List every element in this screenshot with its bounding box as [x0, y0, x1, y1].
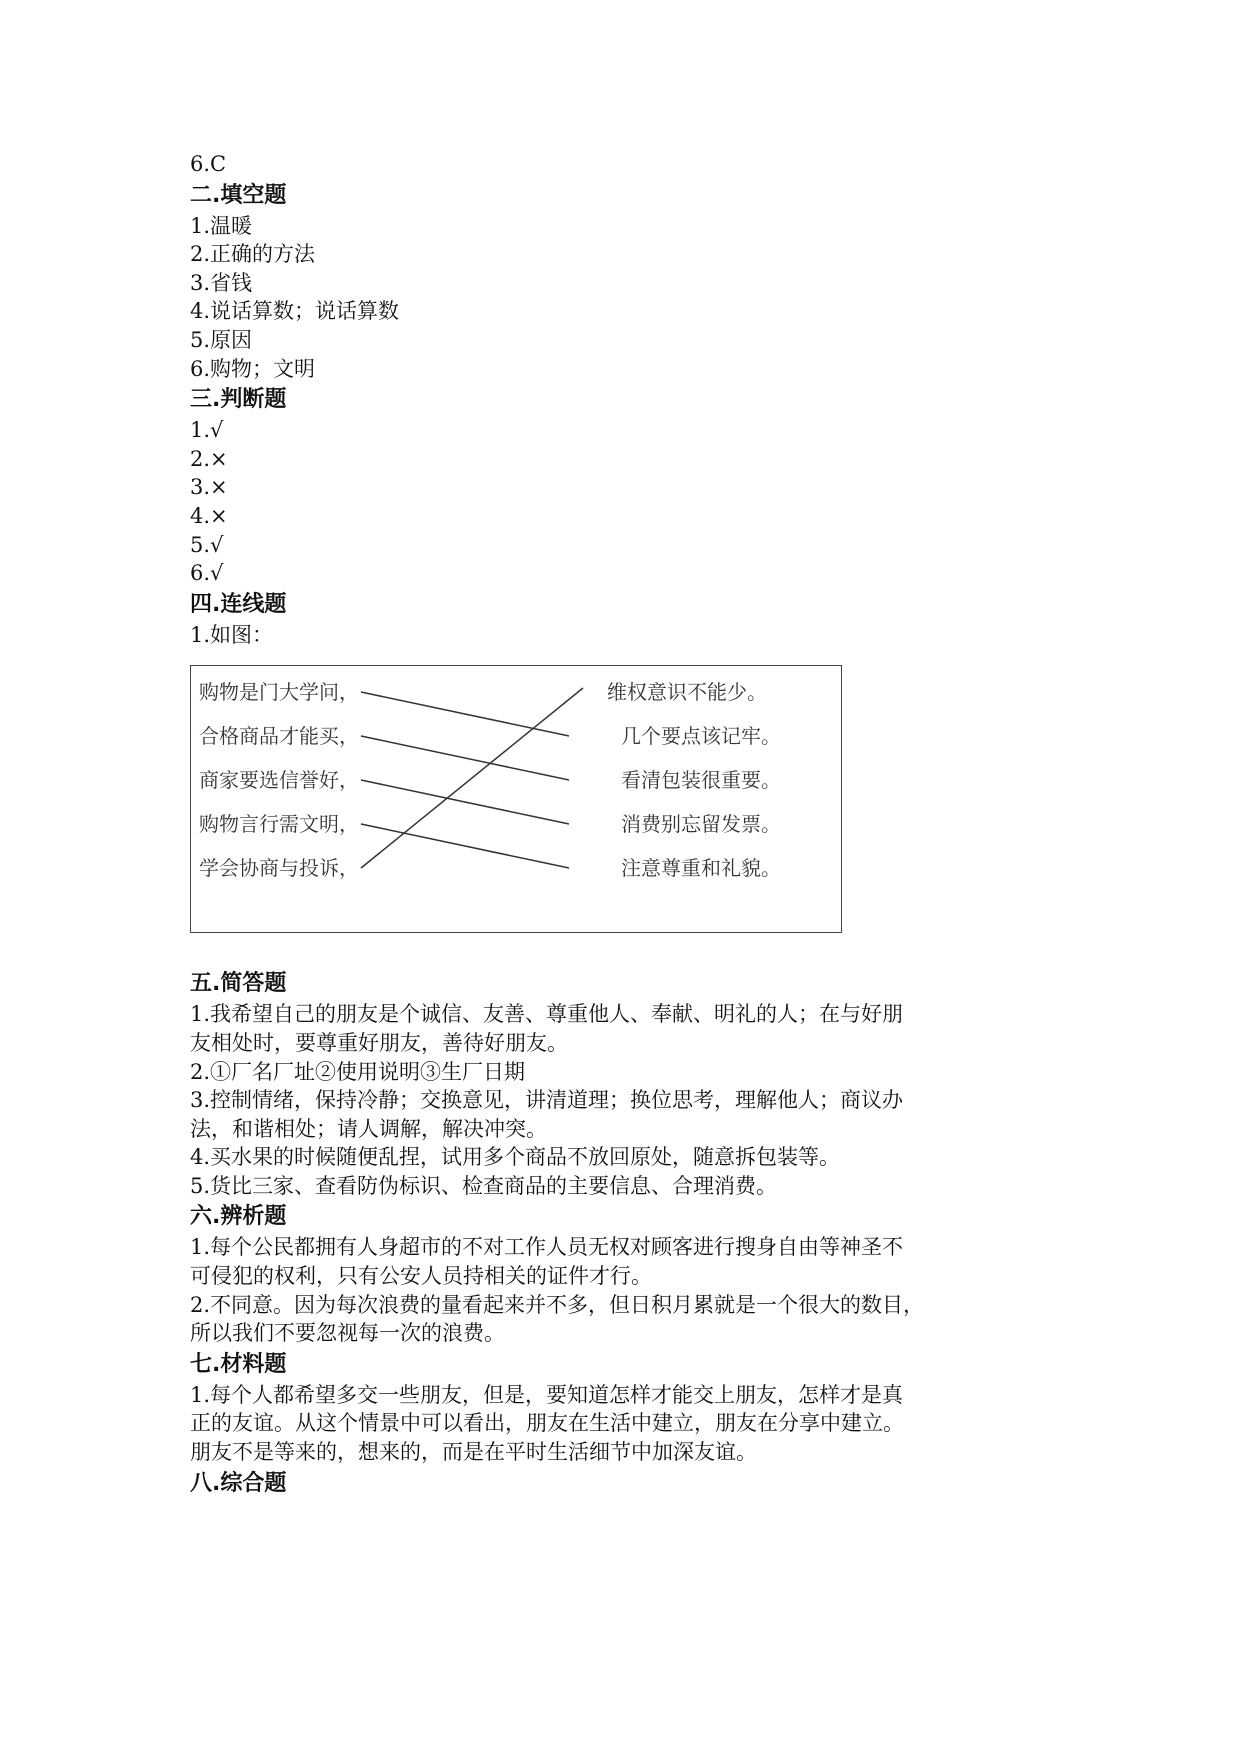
left-phrase: 购物言行需文明，: [199, 812, 359, 837]
answer-line: 4.说话算数；说话算数: [190, 299, 400, 324]
section-heading: 四.连线题: [190, 591, 287, 617]
right-phrase: 维权意识不能少。: [607, 680, 767, 705]
answer-line: 1.每个公民都拥有人身超市的不对工作人员无权对顾客进行搜身自由等神圣不: [190, 1235, 904, 1260]
section-heading: 七.材料题: [190, 1351, 287, 1377]
answer-line: 正的友谊。从这个情景中可以看出，朋友在生活中建立，朋友在分享中建立。: [190, 1411, 904, 1436]
answer-line: 2.正确的方法: [190, 242, 316, 267]
answer-line: 5.货比三家、查看防伪标识、检查商品的主要信息、合理消费。: [190, 1173, 778, 1198]
answer-line: 所以我们不要忽视每一次的浪费。: [190, 1321, 505, 1346]
answer-line: 5.√: [190, 532, 224, 557]
left-phrase: 合格商品才能买，: [199, 724, 359, 749]
right-phrase: 几个要点该记牢。: [621, 724, 781, 749]
answer-line: 法，和谐相处；请人调解，解决冲突。: [190, 1116, 547, 1141]
answer-line: 3.×: [190, 475, 228, 500]
right-phrase: 消费别忘留发票。: [621, 812, 781, 837]
answer-line: 4.买水果的时候随便乱捏，试用多个商品不放回原处，随意拆包装等。: [190, 1145, 841, 1170]
answer-line: 5.原因: [190, 327, 253, 352]
answer-line: 可侵犯的权利，只有公安人员持相关的证件才行。: [190, 1264, 652, 1289]
answer-line: 1.√: [190, 418, 224, 443]
section-heading: 八.综合题: [190, 1470, 287, 1496]
answers-part-1: [190, 150, 1060, 649]
answer-line: 2.①厂名厂址②使用说明③生厂日期: [190, 1059, 526, 1084]
section-heading: 二.填空题: [190, 182, 287, 208]
answer-line: 3.控制情绪，保持冷静；交换意见，讲清道理；换位思考，理解他人；商议办: [190, 1088, 904, 1113]
answer-line: 4.×: [190, 503, 228, 528]
section-heading: 三.判断题: [190, 387, 287, 413]
matching-diagram: [190, 665, 842, 933]
answer-line: 6.√: [190, 561, 224, 586]
answer-line: 2.不同意。因为每次浪费的量看起来并不多，但日积月累就是一个很大的数目，: [190, 1292, 925, 1317]
match-line: [361, 824, 569, 868]
left-phrase: 学会协商与投诉，: [199, 856, 359, 881]
match-line: [361, 692, 569, 736]
match-line: [361, 780, 569, 824]
section-heading: 五.简答题: [190, 971, 287, 997]
section-heading: 六.辨析题: [190, 1204, 287, 1230]
left-phrase: 商家要选信誉好，: [199, 768, 359, 793]
answer-line: 6.购物；文明: [190, 356, 316, 381]
match-line: [361, 736, 569, 780]
left-phrase: 购物是门大学问，: [199, 680, 359, 705]
answer-line: 朋友不是等来的，想来的，而是在平时生活细节中加深友谊。: [190, 1440, 757, 1465]
right-phrase: 看清包装很重要。: [621, 768, 781, 793]
answer-line: 1.每个人都希望多交一些朋友，但是，要知道怎样才能交上朋友，怎样才是真: [190, 1382, 904, 1407]
answer-line: 1.我希望自己的朋友是个诚信、友善、尊重他人、奉献、明礼的人；在与好朋: [190, 1002, 904, 1027]
matching-lines: [191, 666, 841, 932]
answers-part-2: [190, 967, 1060, 1499]
answer-line: 2.×: [190, 446, 228, 471]
answer-line: 1.温暖: [190, 213, 253, 238]
right-phrase: 注意尊重和礼貌。: [621, 856, 781, 881]
answer-line: 友相处时，要尊重好朋友，善待好朋友。: [190, 1030, 568, 1055]
answer-line: 6.C: [190, 152, 227, 176]
answer-line: 3.省钱: [190, 270, 253, 295]
answer-line: 1.如图：: [190, 622, 274, 647]
answer-sheet: [190, 150, 1060, 1500]
